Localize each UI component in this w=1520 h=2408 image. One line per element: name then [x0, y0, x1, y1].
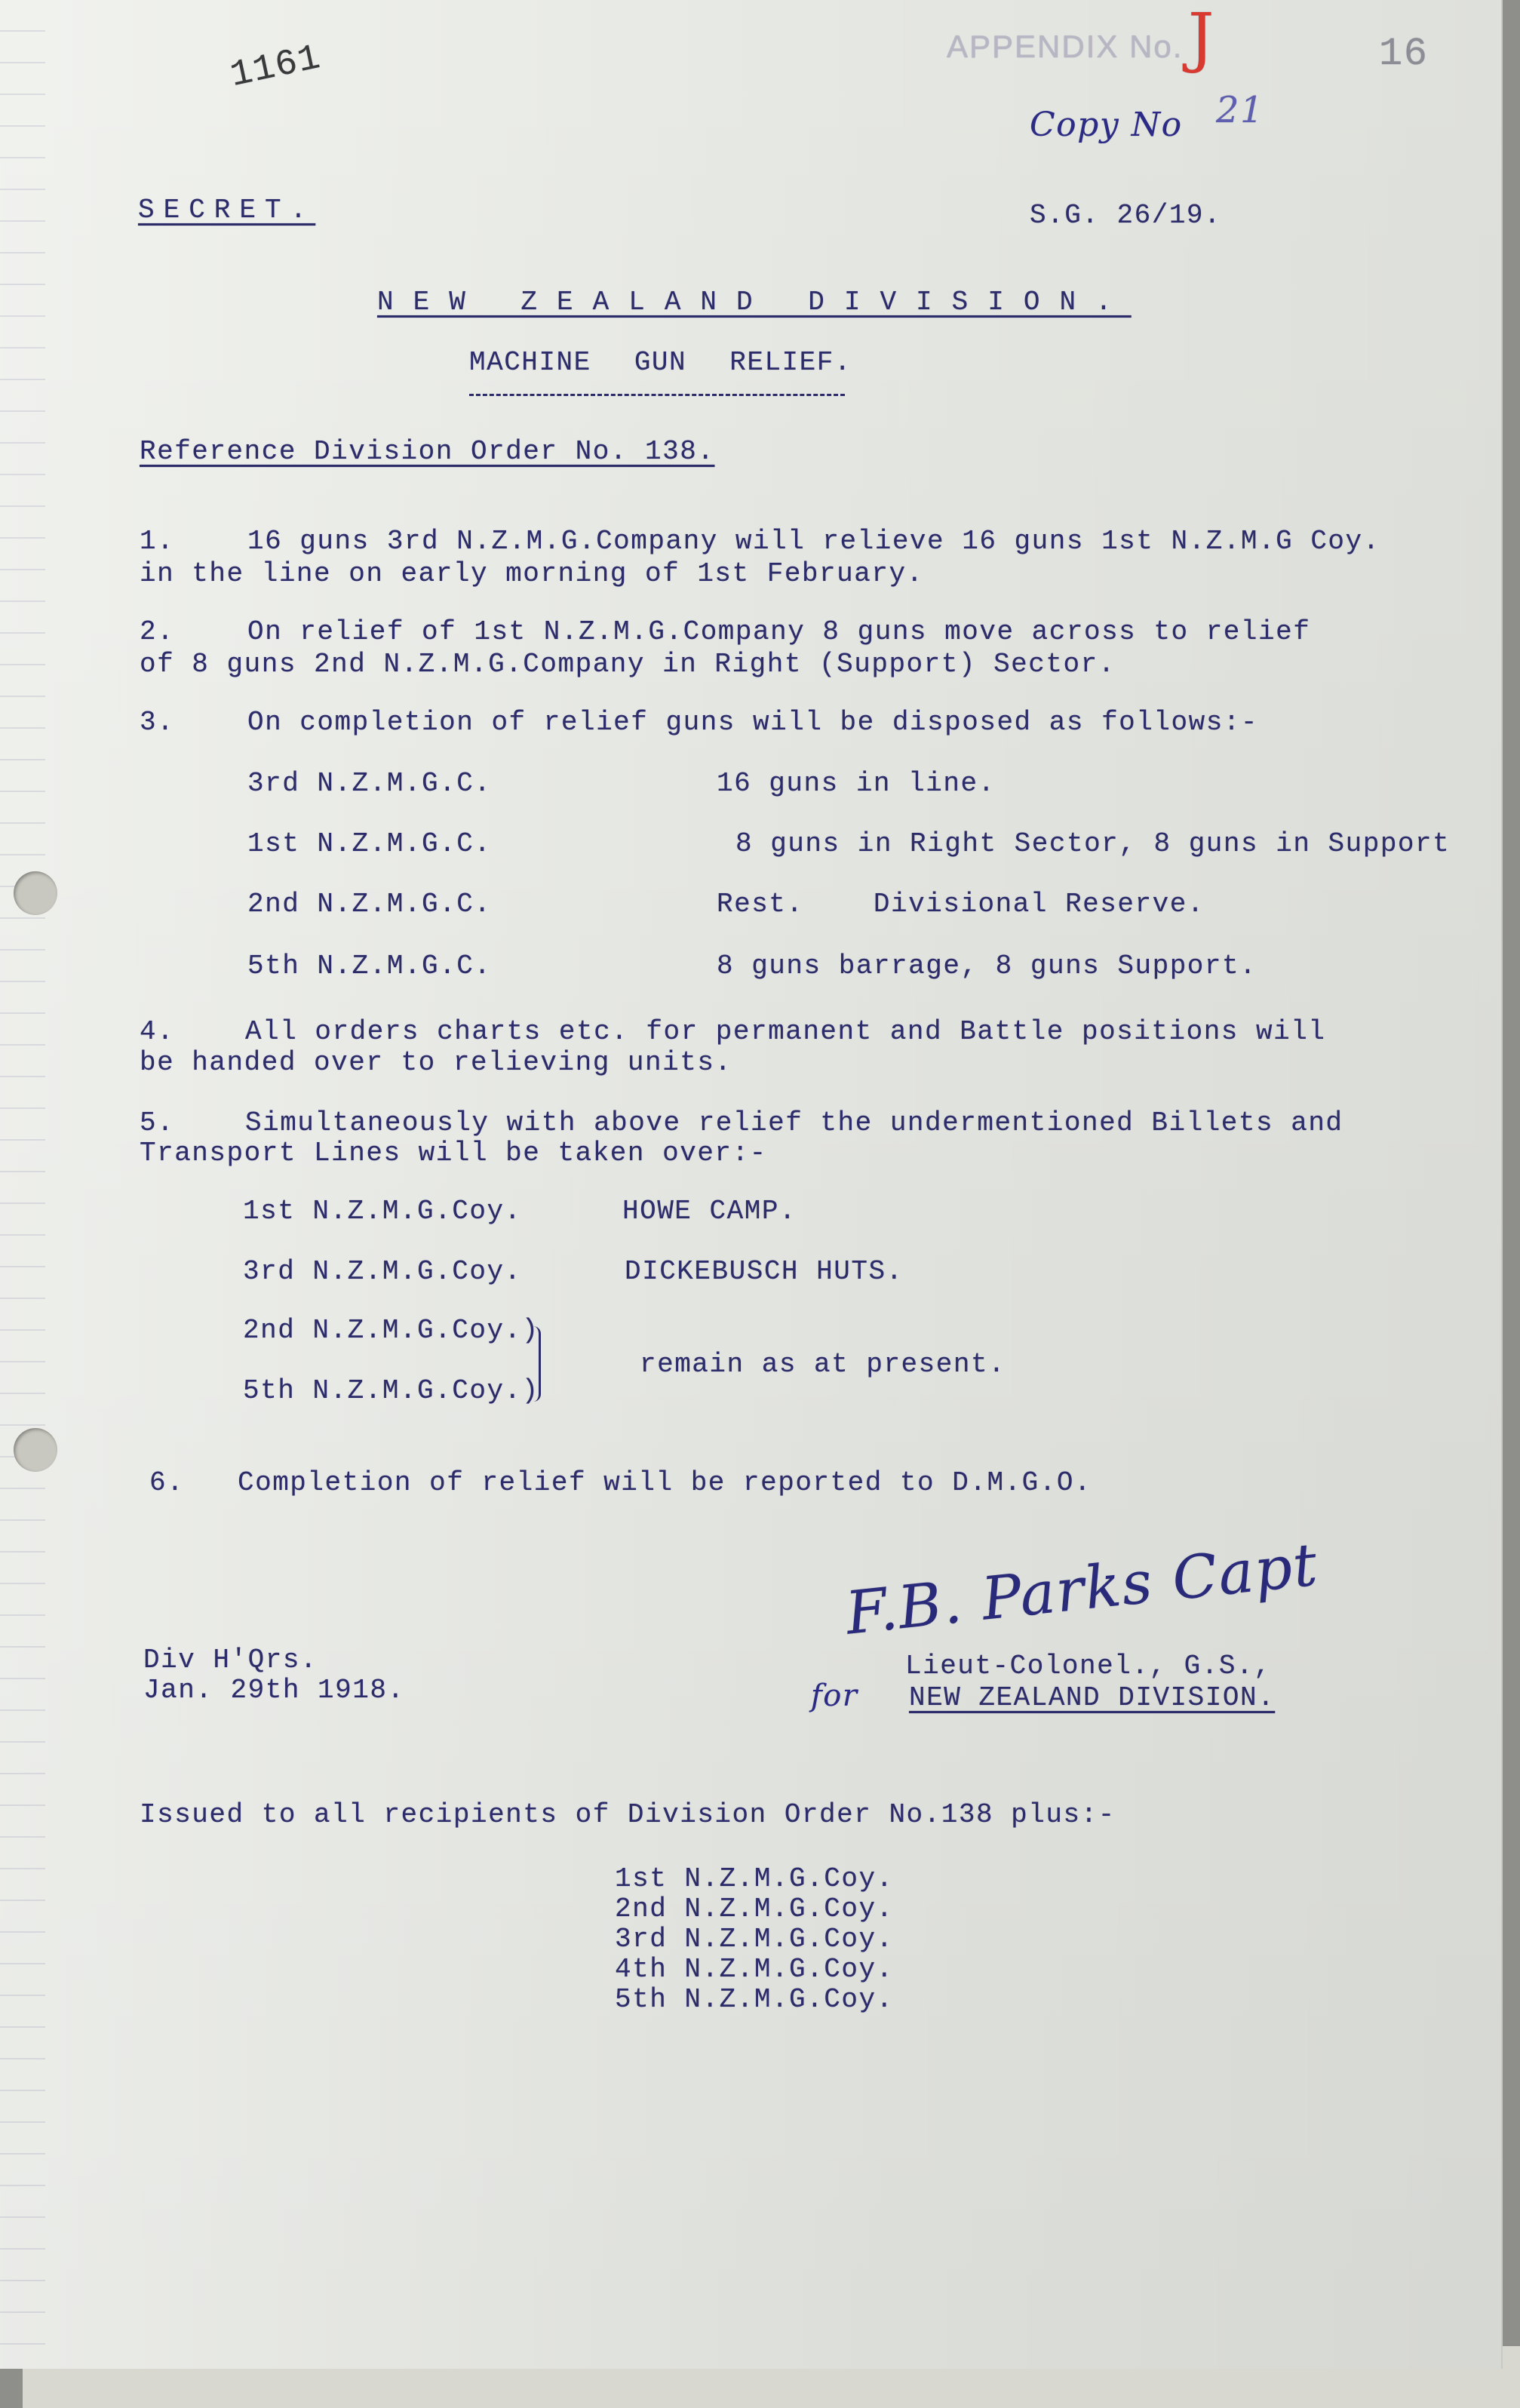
disposition-unit: 3rd N.Z.M.G.C. — [247, 768, 492, 799]
punch-hole — [14, 871, 57, 915]
disposition-unit: 1st N.Z.M.G.C. — [247, 828, 492, 859]
appendix-stamp: APPENDIX No. — [947, 29, 1184, 64]
issue-date: Jan. 29th 1918. — [143, 1675, 405, 1706]
grouping-brace — [528, 1326, 541, 1402]
signatory-formation: NEW ZEALAND DIVISION. — [909, 1682, 1276, 1713]
subtitle-dashes — [469, 394, 845, 396]
reference-line: Reference Division Order No. 138. — [140, 436, 715, 467]
para-4-line: All orders charts etc. for permanent and Battle positions will — [245, 1016, 1326, 1047]
document-subtitle: MACHINE GUN RELIEF. — [469, 347, 852, 378]
disposition-detail: 8 guns barrage, 8 guns Support. — [717, 951, 1257, 981]
document-title: NEW ZEALAND DIVISION. — [377, 287, 1132, 318]
recipient: 1st N.Z.M.G.Coy. — [615, 1863, 894, 1894]
para-2-line: of 8 guns 2nd N.Z.M.G.Company in Right (Support) Sector. — [140, 649, 1116, 680]
location: Div H'Qrs. — [143, 1645, 318, 1675]
para-6-number: 6. — [149, 1467, 185, 1498]
billet-unit: 3rd N.Z.M.G.Coy. — [243, 1256, 522, 1287]
recipient: 2nd N.Z.M.G.Coy. — [615, 1894, 894, 1924]
disposition-detail: 16 guns in line. — [717, 768, 996, 799]
para-5-line: Simultaneously with above relief the undermentioned Billets and — [245, 1107, 1343, 1138]
para-2-line: On relief of 1st N.Z.M.G.Company 8 guns move across to relief — [247, 616, 1311, 647]
para-1-number: 1. — [140, 526, 175, 557]
billet-unit: 1st N.Z.M.G.Coy. — [243, 1196, 522, 1227]
disposition-detail: Rest. Divisional Reserve. — [717, 889, 1205, 920]
signature: F.B. Parks Capt — [843, 1531, 1322, 1648]
disposition-unit: 5th N.Z.M.G.C. — [247, 951, 492, 981]
for-label: for — [811, 1679, 858, 1713]
copy-label: Copy No — [1030, 106, 1183, 144]
punch-hole — [14, 1428, 57, 1472]
appendix-letter: J — [1188, 0, 1215, 75]
para-3-number: 3. — [140, 707, 175, 738]
reference-code: S.G. 26/19. — [1030, 200, 1222, 231]
para-1-line: 16 guns 3rd N.Z.M.G.Company will relieve 16 guns 1st N.Z.M.G Coy. — [247, 526, 1380, 557]
billet-unit: 5th N.Z.M.G.Coy.) — [243, 1375, 539, 1406]
recipient: 3rd N.Z.M.G.Coy. — [615, 1924, 894, 1955]
billet-place: HOWE CAMP. — [622, 1196, 797, 1227]
para-4-number: 4. — [140, 1016, 175, 1047]
page-number: 16 — [1379, 32, 1429, 76]
signatory-rank: Lieut-Colonel., G.S., — [905, 1651, 1272, 1682]
recipient: 4th N.Z.M.G.Coy. — [615, 1954, 894, 1985]
disposition-unit: 2nd N.Z.M.G.C. — [247, 889, 492, 920]
ruled-margin — [0, 0, 45, 2369]
billet-unit: 2nd N.Z.M.G.Coy.) — [243, 1315, 539, 1346]
para-6-line: Completion of relief will be reported to D.M.G.O. — [238, 1467, 1092, 1498]
para-5-number: 5. — [140, 1107, 175, 1138]
copy-number: 21 — [1216, 89, 1265, 131]
billet-place: DICKEBUSCH HUTS. — [625, 1256, 904, 1287]
distribution-line: Issued to all recipients of Division Order No.138 plus:- — [140, 1799, 1116, 1830]
file-number-stamp: 1161 — [226, 37, 325, 97]
para-3-line: On completion of relief guns will be disposed as follows:- — [247, 707, 1259, 738]
para-2-number: 2. — [140, 616, 175, 647]
para-5-line: Transport Lines will be taken over:- — [140, 1138, 767, 1169]
classification: SECRET. — [138, 195, 316, 226]
disposition-detail: 8 guns in Right Sector, 8 guns in Support — [735, 828, 1451, 859]
para-4-line: be handed over to relieving units. — [140, 1047, 732, 1078]
para-1-line: in the line on early morning of 1st February. — [140, 558, 924, 589]
remain-note: remain as at present. — [640, 1349, 1006, 1380]
recipient: 5th N.Z.M.G.Coy. — [615, 1984, 894, 2015]
